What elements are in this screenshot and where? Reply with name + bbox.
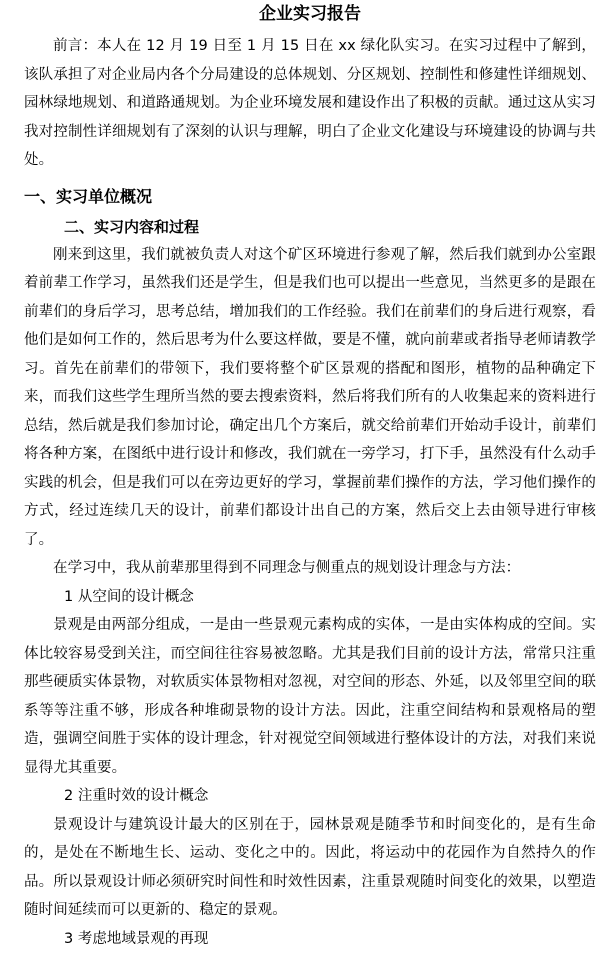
section-heading-overview: 一、实习单位概况 [24, 181, 596, 213]
item2-heading: 2 注重时效的设计概念 [64, 782, 596, 811]
preface-paragraph: 前言：本人在 12 月 19 日至 1 月 15 日在 xx 绿化队实习。在实习过程中了解到，该队承担了对企业局内各个分局建设的总体规划、分区规划、控制性和修建性详细规划、园林绿地规划、和道路通规划。为企业环境发展和建设作出了积极的贡献。通过这从实习我对控制性详细规划有了深刻的认识与理解，明白了企业文化建设与环境建设的协调与共处。 [24, 32, 596, 175]
item1-paragraph: 景观是由两部分组成，一是由一些景观元素构成的实体，一是由实体构成的空间。实体比较容易受到关注，而空间往往容易被忽略。尤其是我们目前的设计方法，常常只注重那些硬质实体景物，对软质实体景物相对忽视，对空间的形态、外延，以及邻里空间的联系等等注重不够，形成各种堆砌景物的设计方法。因此，注重空间结构和景观格局的塑造，强调空间胜于实体的设计理念，针对视觉空间领域进行整体设计的方法，对我们来说显得尤其重要。 [24, 611, 596, 782]
item3-heading: 3 考虑地域景观的再现 [64, 925, 596, 953]
item2-paragraph: 景观设计与建筑设计最大的区别在于，园林景观是随季节和时间变化的，是有生命的，是处在不断地生长、运动、变化之中的。因此，将运动中的花园作为自然持久的作品。所以景观设计师必须研究时间性和时效性因素，注重景观随时间变化的效果，以塑造随时间延续而可以更新的、稳定的景观。 [24, 811, 596, 925]
section-heading-content: 二、实习内容和过程 [64, 213, 596, 241]
content-paragraph: 刚来到这里，我们就被负责人对这个矿区环境进行参观了解，然后我们就到办公室跟着前辈工作学习，虽然我们还是学生，但是我们也可以提出一些意见，当然更多的是跟在前辈们的身后学习，思考总结，增加我们的工作经验。我们在前辈们的身后进行观察，看他们是如何工作的，然后思考为什么要这样做，要是不懂，就向前辈或者指导老师请教学习。首先在前辈们的带领下，我们要将整个矿区景观的搭配和图形，植物的品种确定下来，而我们这些学生理所当然的要去搜索资料，然后将我们所有的人收集起来的资料进行总结，然后就是我们参加讨论，确定出几个方案后，就交给前辈们开始动手设计，前辈们将各种方案，在图纸中进行设计和修改，我们就在一旁学习，打下手，虽然没有什么动手实践的机会，但是我们可以在旁边更好的学习，掌握前辈们操作的方法，学习他们操作的方式，经过连续几天的设计，前辈们都设计出自己的方案，然后交上去由领导进行审核了。 [24, 241, 596, 555]
document-title: 企业实习报告 [24, 2, 596, 26]
item1-heading: 1 从空间的设计概念 [64, 583, 596, 612]
methods-intro-paragraph: 在学习中，我从前辈那里得到不同理念与侧重点的规划设计理念与方法： [24, 554, 596, 583]
